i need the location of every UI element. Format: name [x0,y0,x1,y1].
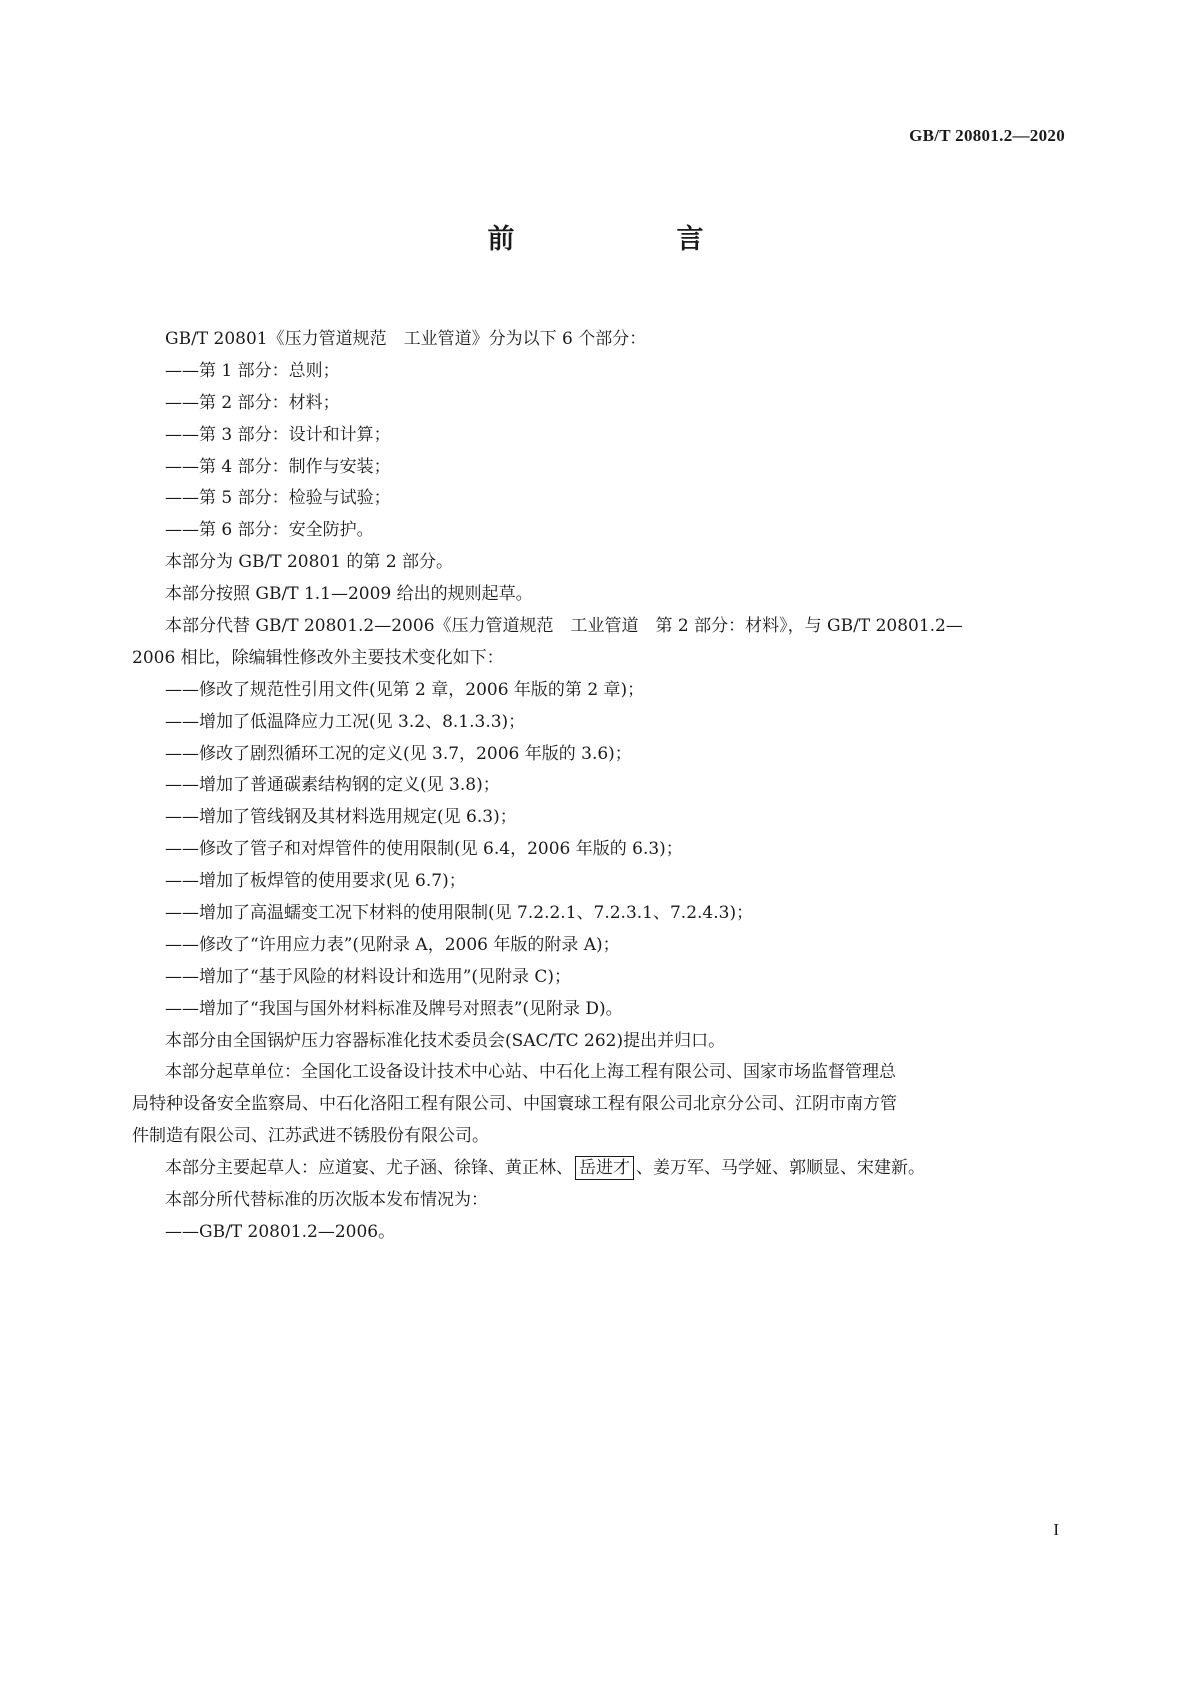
drafting-units-continued: 件制造有限公司、江苏武进不锈股份有限公司。 [132,1126,489,1147]
part-item: ——第 2 部分：材料； [165,392,340,413]
foreword-body [132,324,1052,1249]
standard-number: GB/T 20801.2—2020 [909,126,1065,145]
part-item: ——第 3 部分：设计和计算； [165,424,391,445]
part-item: ——第 4 部分：制作与安装； [165,456,391,477]
replaces-statement-continued: 2006 相比，除编辑性修改外主要技术变化如下： [132,647,504,668]
change-item: ——修改了“许用应力表”(见附录 A，2006 年版的附录 A)； [165,934,620,955]
history-item: ——GB/T 20801.2—2006。 [165,1221,396,1242]
part-of-statement: 本部分为 GB/T 20801 的第 2 部分。 [165,552,454,573]
drafters-statement [132,1153,1052,1185]
change-item: ——修改了剧烈循环工况的定义(见 3.7，2006 年版的 3.6)； [165,743,632,764]
intro-paragraph: GB/T 20801《压力管道规范 工业管道》分为以下 6 个部分： [165,329,647,349]
change-item: ——增加了“我国与国外材料标准及牌号对照表”(见附录 D)。 [165,998,623,1019]
change-item: ——修改了管子和对焊管件的使用限制(见 6.4，2006 年版的 6.3)； [165,839,683,860]
proposed-by-statement: 本部分由全国锅炉压力容器标准化技术委员会(SAC/TC 262)提出并归口。 [165,1030,726,1051]
replaces-statement: 本部分代替 GB/T 20801.2—2006《压力管道规范 工业管道 第 2 部分：材料》，与 GB/T 20801.2— [165,616,963,637]
page-number: I [1053,1520,1059,1539]
change-item: ——增加了“基于风险的材料设计和选用”(见附录 C)； [165,966,572,987]
change-item: ——增加了高温蠕变工况下材料的使用限制(见 7.2.2.1、7.2.3.1、7.2.4.3)； [165,903,754,924]
page-title: 前 言 [487,224,740,255]
drafting-rules-statement: 本部分按照 GB/T 1.1—2009 给出的规则起草。 [165,584,533,605]
drafters-suffix: 、姜万军、马学娅、郭顺显、宋建新。 [636,1158,925,1179]
change-item: ——增加了板焊管的使用要求(见 6.7)； [165,871,466,892]
drafting-units-continued: 局特种设备安全监察局、中石化洛阳工程有限公司、中国寰球工程有限公司北京分公司、江阴市南方管 [132,1094,897,1115]
drafting-units-statement: 本部分起草单位：全国化工设备设计技术中心站、中石化上海工程有限公司、国家市场监督管理总 [165,1062,896,1083]
change-item: ——增加了普通碳素结构钢的定义(见 3.8)； [165,775,500,796]
history-intro: 本部分所代替标准的历次版本发布情况为： [165,1190,488,1211]
change-item: ——增加了管线钢及其材料选用规定(见 6.3)； [165,807,517,828]
drafters-prefix: 本部分主要起草人：应道宴、尤子涵、徐锋、黄正林、 [165,1158,573,1179]
part-item: ——第 6 部分：安全防护。 [165,520,374,541]
part-item: ——第 5 部分：检验与试验； [165,488,391,509]
change-item: ——修改了规范性引用文件(见第 2 章，2006 年版的第 2 章)； [165,679,645,700]
boxed-drafter-name: 岳进才 [575,1156,634,1180]
change-item: ——增加了低温降应力工况(见 3.2、8.1.3.3)； [165,711,526,732]
part-item: ——第 1 部分：总则； [165,360,340,381]
